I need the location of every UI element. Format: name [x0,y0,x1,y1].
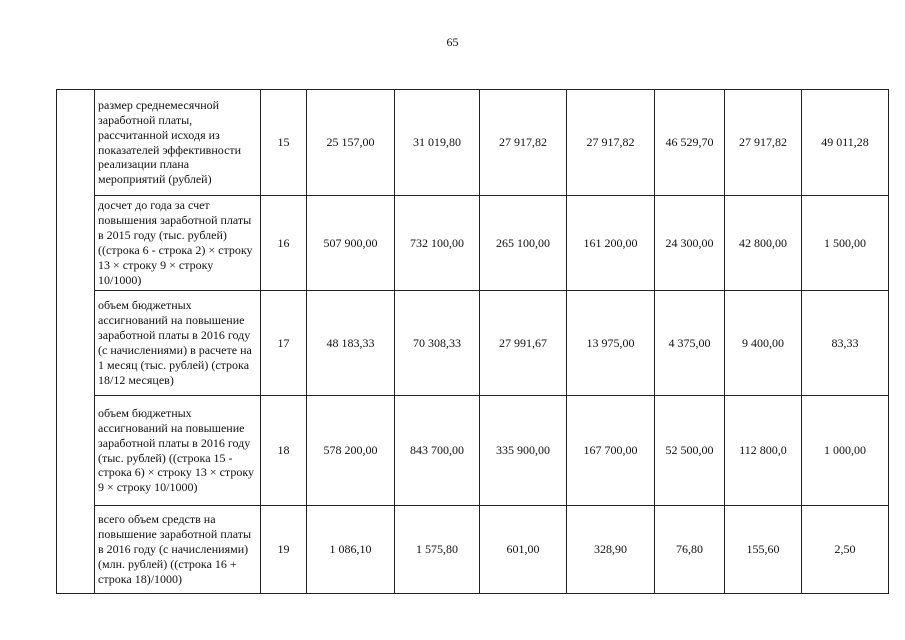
value-cell: 578 200,00 [307,396,395,506]
table-row [57,506,889,594]
value-cell: 1 500,00 [802,196,889,291]
line-number-cell: 19 [261,506,307,594]
value-cell: 46 529,70 [655,90,725,196]
page-number: 65 [446,35,459,49]
indicator-description: всего объем средств на повышение заработной платы в 2016 году (с начислениями) (млн. рублей) ((строка 16 + строка 18)/1000) [95,506,261,594]
line-number-cell: 16 [261,196,307,291]
value-cell: 25 157,00 [307,90,395,196]
value-cell: 161 200,00 [567,196,655,291]
value-cell: 27 991,67 [480,291,567,396]
value-cell: 328,90 [567,506,655,594]
value-cell: 9 400,00 [725,291,802,396]
table-row [57,291,889,396]
indicator-description: объем бюджетных ассигнований на повышение заработной платы в 2016 году (с начислениями) в расчете на 1 месяц (тыс. рублей) (строка 18/12 месяцев) [95,291,261,396]
table-body [57,90,889,594]
line-number-cell: 18 [261,396,307,506]
value-cell: 13 975,00 [567,291,655,396]
value-cell: 112 800,0 [725,396,802,506]
table-row [57,90,889,196]
line-number-cell: 15 [261,90,307,196]
value-cell: 27 917,82 [480,90,567,196]
value-cell: 1 000,00 [802,396,889,506]
value-cell: 2,50 [802,506,889,594]
value-cell: 507 900,00 [307,196,395,291]
value-cell: 843 700,00 [395,396,480,506]
indicator-description: объем бюджетных ассигнований на повышение заработной платы в 2016 году (тыс. рублей) ((строка 15 - строка 6) × строку 13 × строку 9 × строку 10/1000) [95,396,261,506]
value-cell: 27 917,82 [567,90,655,196]
table-row [57,196,889,291]
value-cell: 335 900,00 [480,396,567,506]
indicator-description: размер среднемесячной заработной платы, рассчитанной исходя из показателей эффективности реализации плана мероприятий (рублей) [95,90,261,196]
value-cell: 27 917,82 [725,90,802,196]
value-cell: 1 086,10 [307,506,395,594]
value-cell: 732 100,00 [395,196,480,291]
value-cell: 31 019,80 [395,90,480,196]
value-cell: 24 300,00 [655,196,725,291]
line-number-cell: 17 [261,291,307,396]
table-row [57,396,889,506]
value-cell: 48 183,33 [307,291,395,396]
indicators-table [56,89,889,594]
value-cell: 42 800,00 [725,196,802,291]
value-cell: 83,33 [802,291,889,396]
value-cell: 4 375,00 [655,291,725,396]
value-cell: 52 500,00 [655,396,725,506]
section-column-cell [57,90,95,594]
value-cell: 49 011,28 [802,90,889,196]
value-cell: 70 308,33 [395,291,480,396]
value-cell: 167 700,00 [567,396,655,506]
value-cell: 1 575,80 [395,506,480,594]
indicator-description: досчет до года за счет повышения заработной платы в 2015 году (тыс. рублей) ((строка 6 - строка 2) × строку 13 × строку 9 × строку 10/1000) [95,196,261,291]
value-cell: 155,60 [725,506,802,594]
value-cell: 601,00 [480,506,567,594]
value-cell: 76,80 [655,506,725,594]
value-cell: 265 100,00 [480,196,567,291]
